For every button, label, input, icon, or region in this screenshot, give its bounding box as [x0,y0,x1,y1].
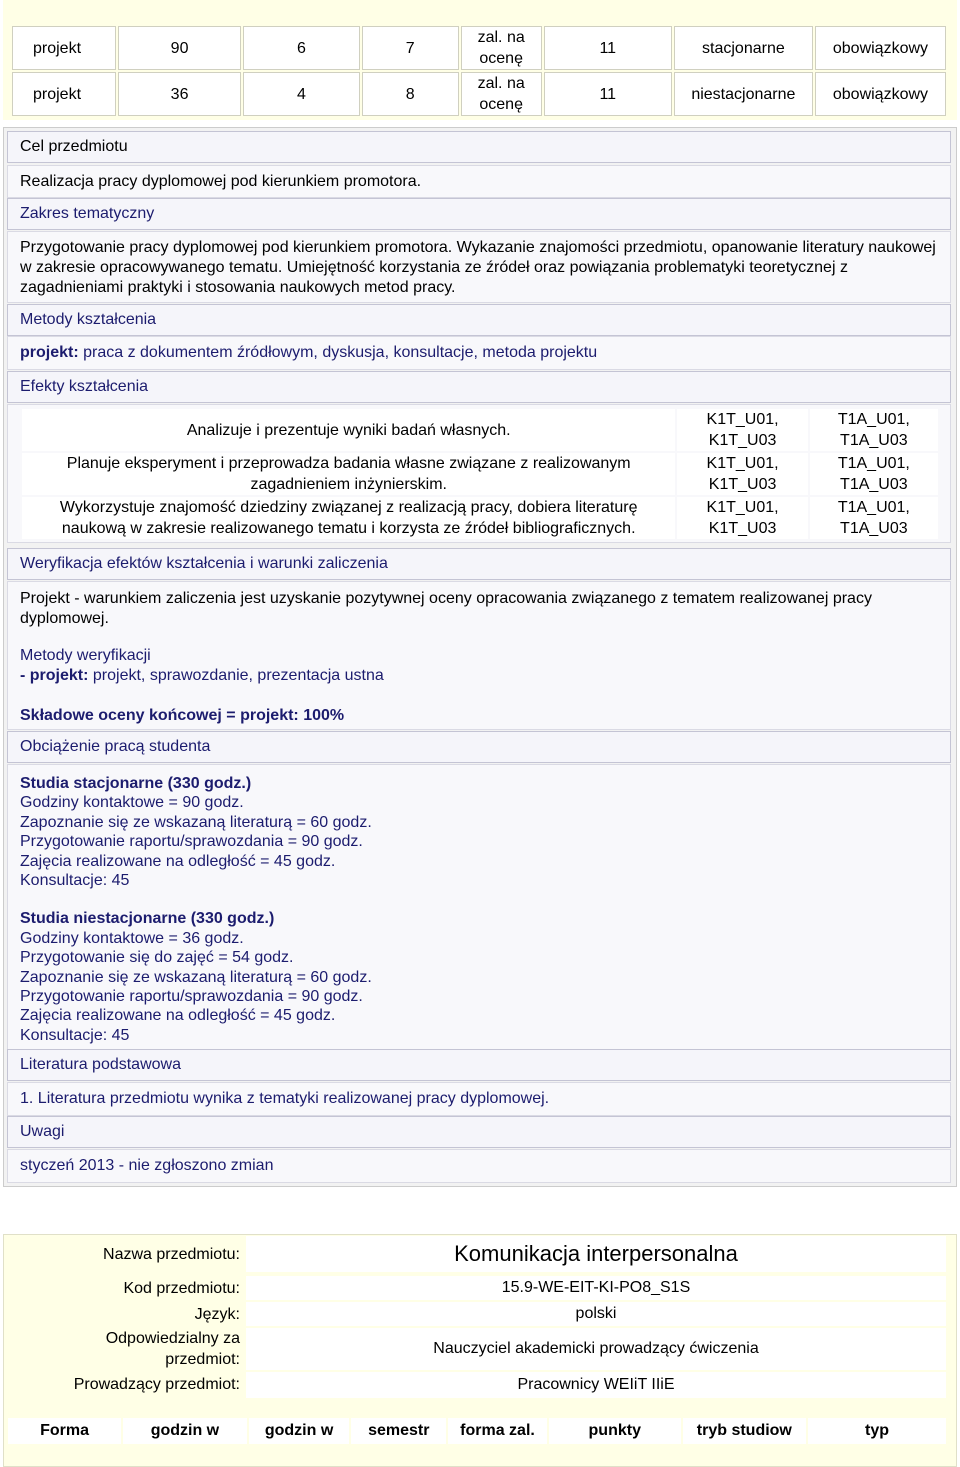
efekt-obszarowy [810,497,938,539]
efekt-k2: K1T_U03 [708,476,777,493]
efekt-t1: T1A_U01, [837,411,910,428]
metody-text: praca z dokumentem źródłowym, dyskusja, konsultacje, metoda projektu [78,344,598,361]
niestac-title: Studia niestacjonarne (330 godz.) [20,910,275,928]
efekt-obszarowy [810,409,938,451]
schedule-semester: 8 [362,72,459,116]
header-tryb: tryb studiow [683,1418,806,1444]
schedule-type: obowiązkowy [815,72,946,116]
literatura-text: 1. Literatura przedmiotu wynika z tematyki realizowanej pracy dyplomowej. [7,1082,951,1116]
stac-line: Konsultacje: 45 [20,872,130,890]
header-semestr: semestr [351,1418,446,1444]
obciazenie-body [7,764,951,1050]
subject-form-headers [6,1416,948,1446]
header-forma: Forma [8,1418,121,1444]
stac-line: Zapoznanie się ze wskazaną literaturą = 60 godz. [20,813,372,831]
metody-weryfikacji-line [20,666,938,686]
efekt-t2: T1A_U03 [840,432,908,449]
cel-heading: Cel przedmiotu [7,131,951,163]
efekt-t2: T1A_U03 [840,476,908,493]
efekt-kierunkowy [677,497,807,539]
efekt-text: Wykorzystuje znajomość dziedziny związanej z realizacją pracy, dobiera literaturę naukową w zakresie realizowanego tematu i korzysta ze źródeł bibliograficznych. [22,497,675,539]
schedule-points: 11 [544,26,672,70]
skladowe-oceny: Składowe oceny końcowej = projekt: 100% [20,707,345,724]
schedule-form: projekt [12,72,116,116]
stac-line: Przygotowanie raportu/sprawozdania = 90 godz. [20,833,363,851]
subject-lang: polski [246,1302,946,1326]
schedule-hours-weekly: 6 [243,26,359,70]
lead-label: Prowadzący przedmiot: [73,1376,240,1393]
table-row [22,497,938,539]
schedule-assessment: zal. na ocenę [461,72,542,116]
uwagi-heading: Uwagi [7,1116,951,1148]
metody-heading: Metody kształcenia [7,304,951,336]
metody-label: projekt: [20,344,79,361]
schedule-hours: 36 [118,72,241,116]
schedule-type: obowiązkowy [815,26,946,70]
cel-text: Realizacja pracy dyplomowej pod kierunkiem promotora. [7,165,951,198]
efekt-text: Planuje eksperyment i przeprowadza badania własne związane z realizowanym zagadnieniem inżynierskim. [22,453,675,495]
niestac-line: Zapoznanie się ze wskazaną literaturą = 60 godz. [20,968,372,986]
zakres-text: Przygotowanie pracy dyplomowej pod kierunkiem promotora. Wykazanie znajomości przedmiotu, opanowanie literatury naukowej w zakresie opracowywanego tematu. Umiejętność korzystania ze źródeł oraz powiązania problematyki teoretycznej z zagadnieniami praktyki i stosowania naukowych metod pracy. [7,231,951,303]
schedule-form: projekt [12,26,116,70]
schedule-mode: stacjonarne [674,26,813,70]
uwagi-text: styczeń 2013 - nie zgłoszono zmian [7,1149,951,1183]
subject-responsible: Nauczyciel akademicki prowadzący ćwiczenia [246,1328,946,1370]
header-forma-zal: forma zal. [448,1418,547,1444]
niestac-line: Zajęcia realizowane na odległość = 45 godz. [20,1007,336,1025]
efekty-table [20,407,940,541]
schedule-assessment: zal. na ocenę [461,26,542,70]
zakres-heading: Zakres tematyczny [7,198,951,230]
efekt-k1: K1T_U01, [706,499,779,516]
stac-title: Studia stacjonarne (330 godz.) [20,775,252,792]
niestac-line: Godziny kontaktowe = 36 godz. [20,929,244,947]
header-godzin-2: godzin w [249,1418,350,1444]
efekt-k1: K1T_U01, [706,411,779,428]
schedule-row [12,26,946,70]
efekt-kierunkowy [677,409,807,451]
weryfikacja-heading: Weryfikacja efektów kształcenia i warunki zaliczenia [7,548,951,580]
subject-name: Komunikacja interpersonalna [246,1236,946,1272]
resp-label: Odpowiedzialny za przedmiot: [105,1330,240,1368]
efekt-obszarowy [810,453,938,495]
lang-label: Język: [194,1306,240,1323]
metody-weryfikacji-heading: Metody weryfikacji [20,647,151,664]
efekt-k2: K1T_U03 [708,520,777,537]
obciazenie-heading: Obciążenie pracą studenta [7,731,951,763]
metody-text-block [7,336,951,370]
weryfikacja-text: Projekt - warunkiem zaliczenia jest uzyskanie pozytywnej oceny opracowania związanego z tematem realizowanej pracy dyplomowej. [20,590,872,627]
table-row [22,453,938,495]
schedule-table [10,24,948,118]
schedule-section [3,0,957,120]
niestac-line: Konsultacje: 45 [20,1026,130,1044]
schedule-semester: 7 [362,26,459,70]
code-label: Kod przedmiotu: [123,1280,240,1297]
table-row [8,1418,946,1444]
schedule-mode: niestacjonarne [674,72,813,116]
efekt-t1: T1A_U01, [837,455,910,472]
weryfikacja-body [7,581,951,730]
mw-text: projekt, sprawozdanie, prezentacja ustna [88,667,384,684]
mw-label: projekt: [29,667,89,684]
efekt-t1: T1A_U01, [837,499,910,516]
table-row [22,409,938,451]
efekt-t2: T1A_U03 [840,520,908,537]
subject-lead: Pracownicy WEIiT IIiE [246,1372,946,1398]
stac-line: Zajęcia realizowane na odległość = 45 godz. [20,852,336,870]
efekty-heading: Efekty kształcenia [7,371,951,403]
schedule-hours: 90 [118,26,241,70]
header-godzin-1: godzin w [123,1418,246,1444]
efekt-k1: K1T_U01, [706,455,779,472]
name-label: Nazwa przedmiotu: [103,1246,240,1263]
header-punkty: punkty [549,1418,681,1444]
niestac-line: Przygotowanie się do zajęć = 54 godz. [20,949,294,967]
efekt-k2: K1T_U03 [708,432,777,449]
schedule-points: 11 [544,72,672,116]
subject-code: 15.9-WE-EIT-KI-PO8_S1S [246,1276,946,1300]
efekt-text: Analizuje i prezentuje wyniki badań własnych. [22,409,675,451]
stac-line: Godziny kontaktowe = 90 godz. [20,794,244,812]
efekt-kierunkowy [677,453,807,495]
schedule-row [12,72,946,116]
niestac-line: Przygotowanie raportu/sprawozdania = 90 godz. [20,988,363,1006]
header-typ: typ [808,1418,946,1444]
schedule-hours-weekly: 4 [243,72,359,116]
literatura-heading: Literatura podstawowa [7,1049,951,1081]
mw-prefix: - [20,667,30,684]
